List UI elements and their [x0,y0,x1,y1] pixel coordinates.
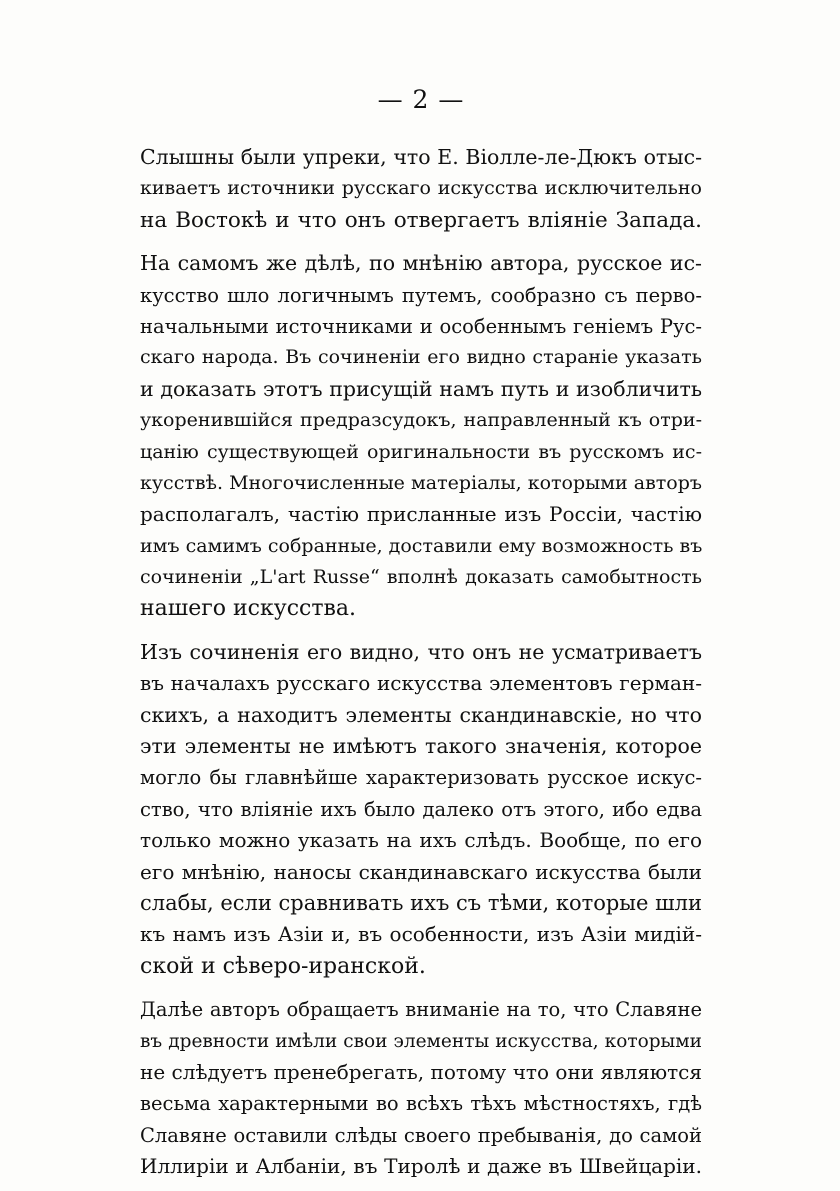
text-line: не слѣдуетъ пренебрегать, потому что они являются [140,1059,702,1084]
text-line: на Востокѣ и что онъ отвергаетъ вліяніе Запада. [140,207,702,233]
text-line: и доказать этотъ присущій намъ путь и изобличить [140,376,702,401]
page-number: — 2 — [377,85,465,114]
text-line: ство, что вліяніе ихъ было далеко отъ этого, ибо едва [140,797,702,821]
text-line: начальными источниками и особеннымъ геніемъ Рус- [140,314,702,338]
paragraph-3 [140,637,702,982]
text-line: въ началахъ русскаго искусства элементовъ герман- [140,671,702,696]
text-line: эти элементы не имѣютъ такого значенія, которое [140,734,702,759]
paragraph-4 [140,994,702,1182]
text-line: слабы, если сравнивать ихъ съ тѣми, которые шли [140,890,702,915]
text-line: скаго народа. Въ сочиненіи его видно стараніе указать [140,346,702,369]
text-line: Изъ сочиненія его видно, что онъ не усматриваетъ [140,639,702,664]
text-line: имъ самимъ собранные, доставили ему возможность въ [140,534,703,557]
text-line: могло бы главнѣйше характеризовать русское искус- [140,766,702,790]
text-line: Далѣе авторъ обращаетъ вниманіе на то, что Славяне [140,998,702,1022]
text-line: только можно указать на ихъ слѣдъ. Вообще, по его [140,828,702,853]
paragraph-2 [140,248,702,625]
text-line: цанію существующей оригинальности въ русскомъ ис- [140,440,702,463]
paragraph-1 [140,142,702,236]
text-line: На самомъ же дѣлѣ, по мнѣнію автора, русское ис- [140,251,702,276]
text-line: кусствѣ. Многочисленные матеріалы, которыми авторъ [140,471,702,494]
text-line: скихъ, а находитъ элементы скандинавскіе, но что [140,702,702,727]
text-line: располагалъ, частію присланные изъ Россіи, частію [140,502,702,527]
text-line: ской и сѣверо-иранской. [140,953,426,979]
text-line: Славяне оставили слѣды своего пребыванія, до самой [140,1123,702,1147]
text-line: въ древности имѣли свои элементы искусства, которыми [140,1030,702,1052]
text-line: укоренившійся предразсудокъ, направленный къ отри- [140,409,702,432]
text-line: къ намъ изъ Азіи и, въ особенности, изъ Азіи мидій- [140,922,702,947]
text-line: весьма характерными во всѣхъ тѣхъ мѣстностяхъ, гдѣ [140,1092,702,1116]
text-line: его мнѣнію, наносы скандинавскаго искусства были [140,859,702,884]
text-line: киваетъ источники русскаго искусства исключительно [140,177,702,200]
text-line: Слышны были упреки, что Е. Віолле-ле-Дюкъ отыс- [140,145,702,169]
text-line: кусство шло логичнымъ путемъ, сообразно съ перво- [140,283,702,307]
text-line: нашего искусства. [140,596,357,622]
text-line: Иллиріи и Албаніи, въ Тиролѣ и даже въ Швейцаріи. [140,1154,702,1179]
text-line: сочиненіи „L'art Russe“ вполнѣ доказать самобытность [140,566,702,589]
